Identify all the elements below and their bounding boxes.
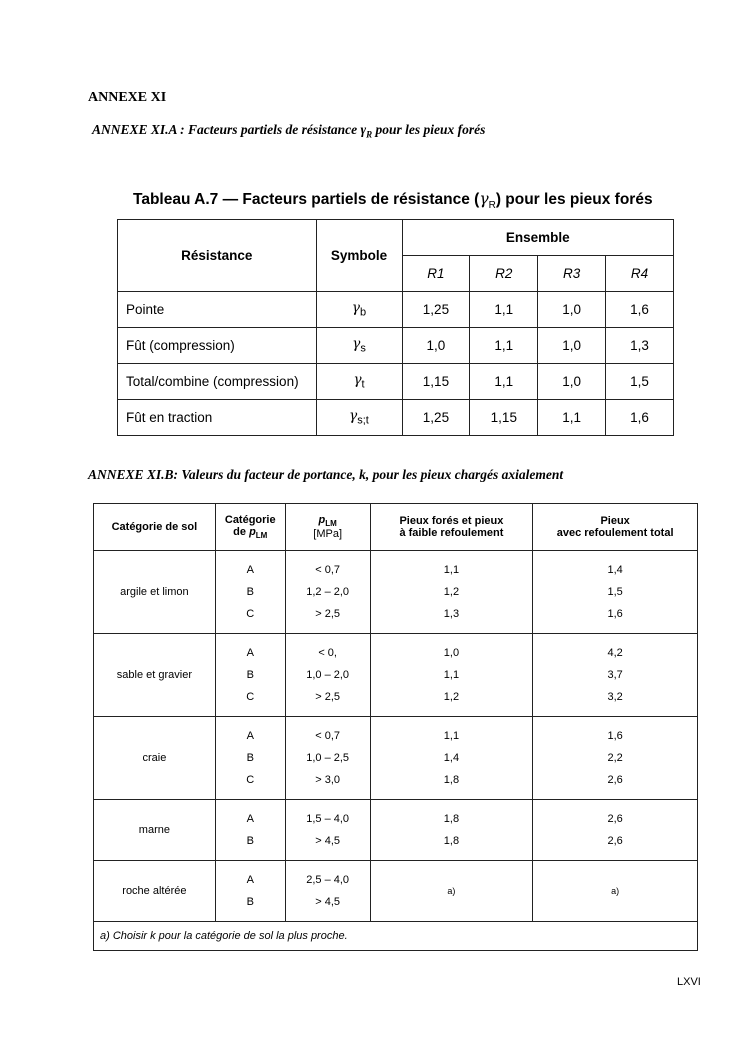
table-header-row: [118, 220, 674, 256]
table-row: argile et limon A B C < 0,7 1,2 – 2,0 > 2,5 1,1 1,2 1,3 1,4 1,5 1,6: [94, 551, 698, 634]
table-row: Fût en traction $\gamma_{s;t}$ 1,25 1,15 1,1 1,6: [118, 400, 674, 436]
header-cat-sol: Catégorie de sol: [94, 504, 216, 551]
header-r1: R1: [402, 256, 470, 292]
table-row: sable et gravier A B C < 0, 1,0 – 2,0 > 2,5 1,0 1,1 1,2 4,2 3,7 3,2: [94, 634, 698, 717]
page-number: LXVI: [677, 976, 701, 988]
header-symbole: Symbole: [316, 220, 402, 292]
header-plm: $p_{LM}$ [MPa]: [285, 504, 370, 551]
table-row: Pointe $\gamma_b$ 1,25 1,1 1,0 1,6: [118, 292, 674, 328]
header-refoulement: Pieux avec refoulement total: [533, 504, 698, 551]
table-header-row: [94, 504, 698, 551]
table-a7: [117, 219, 674, 436]
header-resistance: Résistance: [118, 220, 317, 292]
table-row: craie A B C < 0,7 1,0 – 2,5 > 3,0 1,1 1,4 1,8 1,6 2,2 2,6: [94, 717, 698, 800]
annex-title: ANNEXE XI: [88, 90, 167, 105]
header-cat-plm: Catégorie de $p_{LM}$: [215, 504, 285, 551]
annex-xi-b-heading: ANNEXE XI.B: Valeurs du facteur de portance, k, pour les pieux chargés axialement: [88, 467, 564, 482]
header-r4: R4: [606, 256, 674, 292]
table-k-factors: [93, 503, 698, 951]
table-row: roche altérée A B 2,5 – 4,0 > 4,5 a) a): [94, 861, 698, 922]
header-ensemble: Ensemble: [402, 220, 674, 256]
table-note-row: [94, 922, 698, 951]
table-note: a) Choisir k pour la catégorie de sol la plus proche.: [94, 922, 698, 951]
header-fores: Pieux forés et pieux à faible refoulement: [370, 504, 533, 551]
header-r2: R2: [470, 256, 538, 292]
table-a7-caption: Tableau A.7 — Facteurs partiels de résistance $(\gamma_R)$ pour les pieux forés: [133, 190, 653, 212]
table-row: marne A B 1,5 – 4,0 > 4,5 1,8 1,8 2,6 2,6: [94, 800, 698, 861]
header-r3: R3: [538, 256, 606, 292]
table-row: Total/combine (compression) $\gamma_t$ 1,15 1,1 1,0 1,5: [118, 364, 674, 400]
annex-xi-a-heading: ANNEXE XI.A : Facteurs partiels de résistance $\gamma_R$ pour les pieux forés: [92, 122, 486, 140]
table-row: Fût (compression) $\gamma_s$ 1,0 1,1 1,0 1,3: [118, 328, 674, 364]
